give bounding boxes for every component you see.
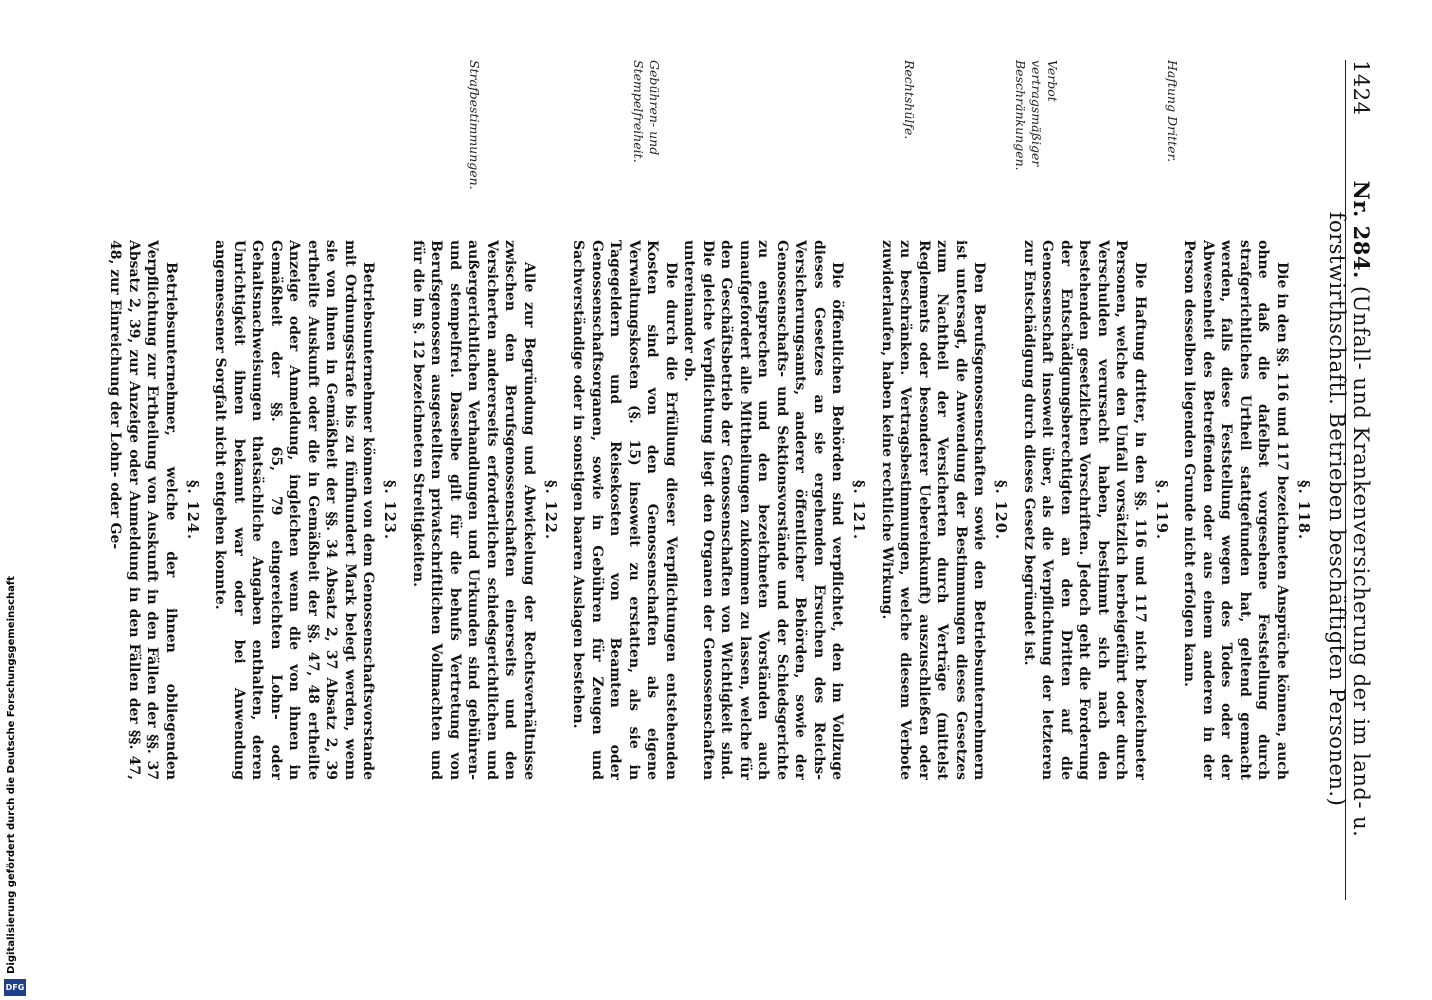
paragraph: Betriebsunternehmer, welche der ihnen obliegenden Verpflichtung zur Ertheilung von Auskunft in den Fällen der §§. 37 Absatz 2, 39, zur Anzeige oder Anmeldung in den Fällen der §§. 47, 48, zur Einreichung der Lohn- oder Ge- [107,240,179,780]
section-123 [211,240,399,780]
page-header [1325,60,1374,900]
section-122 [409,240,560,780]
sidebar-credit: Digitalisierung gefördert durch die Deutsche Forschungsgemeinschaft [6,576,17,974]
paragraph: Den Berufsgenossenschaften sowie den Betriebsunternehmern ist untersagt, die Anwendung der Bestimmungen dieses Gesetzes zum Nachtheil der Versicherten durch Verträge (mittelst Reglements oder besonderer Uebereinkunft) auszuschließen oder zu beschränken. Vertragsbestimmungen, welche diesem Verbote zuwiderlaufen, haben keine rechtliche Wirkung. [879,240,988,780]
title-nr: Nr. 284. [1349,180,1374,279]
section-heading-122: §. 122. [542,480,559,540]
page-title [1325,118,1374,900]
margin-note-gebuehren: Gebühren- und Stempelfreiheit. [631,60,662,163]
paragraph: Betriebsunternehmer können von dem Genossenschaftsvorstande mit Ordnungsstrafe bis zu fünfhundert Mark belegt werden, wenn sie von ihnen in Gemäßheit der §§. 34 Absatz 2, 37 Absatz 2, 39 ertheilte Auskunft oder die in Gemäßheit der §§. 47, 48 ertheilte Anzeige oder Anmeldung, ingleichen wenn die von ihnen in Gemäßheit der §§. 65, 79 eingereichten Lohn- oder Gehaltsnachweisungen thatsächliche Angaben enthalten, deren Unrichtigkeit ihnen bekannt war oder bei Anwendung angemessener Sorgfalt nicht entgehen konnte. [212,240,377,780]
section-118-text [1180,240,1312,780]
paragraph: Alle zur Begründung und Abwickelung der Rechtsverhältnisse zwischen den Berufsgenossenschaften einerseits und den Versicherten andererseits erforderlichen schiedsgerichtlichen und außergerichtlichen Verhandlungen und Urkunden sind gebühren- und stempelfrei. Dasselbe gilt für die behufs Vertretung von Berufsgenossen ausgestellten privatschriftlichen Vollmachten und für die im §. 12 bezeichneten Streitigkeiten. [410,240,537,780]
page-number: 1424 [1349,60,1373,116]
paragraph: Die durch die Erfüllung dieser Verpflichtungen entstehenden Kosten sind von den Genossenschaften als eigene Verwaltungskosten (§. 15) insoweit zu erstatten, als sie in Tagegeldern und Reisekosten von Beamten oder Genossenschaftsorganen, sowie in Gebühren für Zeugen und Sachverständige oder in sonstigen baaren Auslagen bestehen. [570,240,679,780]
section-heading-120: §. 120. [992,480,1010,540]
section-heading-121: §. 121. [850,480,868,540]
main-text [32,240,1322,780]
section-121 [569,240,868,780]
section-heading-119: §. 119. [1153,480,1170,540]
margin-note-rechtshuelfe: Rechtshülfe. [902,60,917,140]
paragraph: Die öffentlichen Behörden sind verpflichtet, den im Vollzuge dieses Gesetzes an sie ergehenden Ersuchen des Reichs-Versicherungsamts, anderer öffentlicher Behörden, sowie der Genossenschafts- und Sektionsvorstände und der Schiedsgerichte zu entsprechen und den bezeichneten Vorständen auch unaufgefordert alle Mittheilungen zukommen zu lassen, welche für den Geschäftsbetrieb der Genossenschaften von Wichtigkeit sind. Die gleiche Verpflichtung liegt den Organen der Genossenschaften untereinander ob. [681,240,846,780]
section-heading-118: §. 118. [1295,480,1312,540]
paragraph: Die Haftung dritter, in den §§. 116 und 117 nicht bezeichneter Personen, welche den Unfall vorsätzlich herbeigeführt oder durch Verschulden verursacht haben, bestimmt sich nach den bestehenden gesetzlichen Vorschriften. Jedoch geht die Forderung der Entschädigungsberechtigten an den Dritten auf die Genossenschaft insoweit über, als die Verpflichtung der letzteren zur Entschädigung durch dieses Gesetz begründet ist. [1021,240,1148,780]
dfg-logo-icon: DFG [4,979,26,996]
margin-note-haftung: Haftung Dritter. [1165,60,1180,163]
margin-note-verbot: Verbot vertragsmäßiger Beschränkungen. [1013,60,1060,171]
margin-notes [22,60,1322,210]
digitization-sidebar [0,0,30,1000]
section-heading-123: §. 123. [381,480,399,540]
section-119 [1020,240,1171,780]
margin-note-straf: Strafbestimmungen. [467,60,482,190]
section-124 [106,240,201,780]
section-120 [878,240,1010,780]
section-heading-124: §. 124. [184,480,201,540]
paragraph: Die in den §§. 116 und 117 bezeichneten Ansprüche können, auch ohne daß die dafelbst vorgesehene Feststellung durch strafgerichtliches Urtheil stattgefunden hat, geltend gemacht werden, falls diese Feststellung wegen des Todes oder der Abwesenheit des Betreffenden oder aus einem anderen in der Person desselben liegenden Grunde nicht erfolgen kann. [1181,240,1290,780]
title-text: (Unfall- und Krankenversicherung der im land- u. forstwirthschaftl. Betrieben beschäftigten Personen.) [1325,211,1373,838]
